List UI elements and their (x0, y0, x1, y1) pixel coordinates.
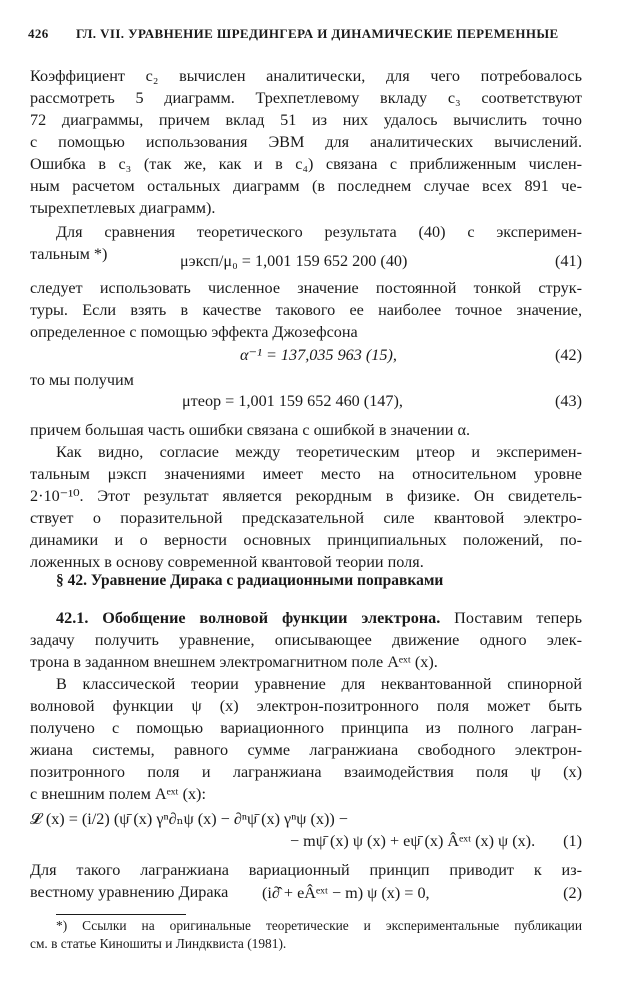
running-title: ГЛ. VII. УРАВНЕНИЕ ШРЕДИНГЕРА И ДИНАМИЧЕСКИЕ ПЕРЕМЕННЫЕ (76, 26, 559, 41)
page-number: 426 (28, 26, 49, 41)
equation-41: μэксп/μ₀ = 1,001 159 652 200 (40) (180, 252, 408, 270)
text-line: ствует о поразительной предсказательной силе квантовой электро- (30, 509, 582, 527)
text-fragment: Поставим теперь (440, 609, 582, 627)
text-line: Для такого лагранжиана вариационный принцип приводит к из- (30, 861, 582, 879)
text-line: Ошибка в c₃ (так же, как и в c₄) связана с приближенным числен- (30, 155, 582, 173)
text-line: жиана системы, равного сумме лагранжиана свободного электрон- (30, 741, 582, 759)
text-line: с помощью использования ЭВМ для аналитических вычислений. (30, 133, 582, 151)
text-line: получено с помощью вариационного принципа из полного лагран- (30, 719, 582, 737)
text-line: туры. Если взять в качестве такового ее наиболее точное значение, (30, 301, 582, 319)
text-line: волновой функции ψ (x) электрон-позитронного поля может быть (30, 697, 582, 715)
text-line: ложенных в основу современной квантовой теории поля. (30, 553, 424, 571)
equation-number: (43) (555, 392, 582, 410)
text-line: вестному уравнению Дирака (30, 883, 229, 901)
text-line: Коэффициент c₂ вычислен аналитически, для чего потребовалось (30, 67, 582, 85)
text-line: с внешним полем Aᵉˣᵗ (x): (30, 785, 206, 803)
footnote-line: см. в статье Киношиты и Линдквиста (1981). (30, 936, 287, 951)
text-line: 2·10⁻¹⁰. Этот результат является рекордным в физике. Он свидетель- (30, 487, 582, 505)
equation-number: (2) (563, 884, 582, 902)
text-line: позитронного поля и лагранжиана взаимодействия поля ψ (x) (30, 763, 582, 781)
text-line: тырехпетлевых диаграмм). (30, 199, 216, 217)
running-header (28, 26, 588, 48)
text-line: тальным *) (30, 245, 108, 263)
footnote-rule (56, 914, 186, 915)
section-title: § 42. Уравнение Дирака с радиационными поправками (56, 572, 444, 589)
text-line: то мы получим (30, 371, 134, 389)
text-line (56, 608, 582, 628)
subsection-heading: 42.1. Обобщение волновой функции электрона. (56, 609, 441, 627)
equation-43: μтеор = 1,001 159 652 460 (147), (182, 392, 403, 410)
equation-1-line-1: 𝓛 (x) = (i/2) (ψ̄ (x) γⁿ∂ₙψ (x) − ∂ⁿψ̄ (x) γⁿψ (x)) − (30, 810, 348, 828)
text-line: В классической теории уравнение для неквантованной спинорной (56, 675, 582, 693)
equation-number: (42) (555, 346, 582, 364)
text-line: тальным μэксп значениями имеет место на относительном уровне (30, 465, 582, 483)
footnote-line: *) Ссылки на оригинальные теоретические и экспериментальные публикации (56, 918, 582, 933)
text-line: Как видно, согласие между теоретическим μтеор и эксперимен- (56, 443, 582, 461)
text-line: определенное с помощью эффекта Джозефсона (30, 323, 358, 341)
text-line: 72 диаграммы, причем вклад 51 из них удалось вычислить точно (30, 111, 582, 129)
text-line: трона в заданном внешнем электромагнитном поле Aᵉˣᵗ (x). (30, 653, 438, 671)
text-line: Для сравнения теоретического результата (40) с эксперимен- (56, 223, 582, 241)
text-line: рассмотреть 5 диаграмм. Трехпетлевому вкладу c₃ соответствуют (30, 89, 582, 107)
equation-1-line-2: − mψ̄ (x) ψ (x) + eψ̄ (x) Âᵉˣᵗ (x) ψ (x). (290, 832, 536, 850)
equation-number: (1) (563, 832, 582, 850)
text-line: причем большая часть ошибки связана с ошибкой в значении α. (30, 421, 471, 439)
equation-2: (i∂̂ + eÂᵉˣᵗ − m) ψ (x) = 0, (262, 884, 430, 902)
text-line: ным расчетом остальных диаграмм (в последнем случае всех 891 че- (30, 177, 582, 195)
text-line: динамики и о верности основных принципиальных положений, по- (30, 531, 582, 549)
equation-42: α⁻¹ = 137,035 963 (15), (240, 346, 397, 364)
text-line: задачу получить уравнение, описывающее движение одного элек- (30, 631, 582, 649)
equation-number: (41) (555, 252, 582, 270)
text-line: следует использовать численное значение постоянной тонкой струк- (30, 279, 582, 297)
